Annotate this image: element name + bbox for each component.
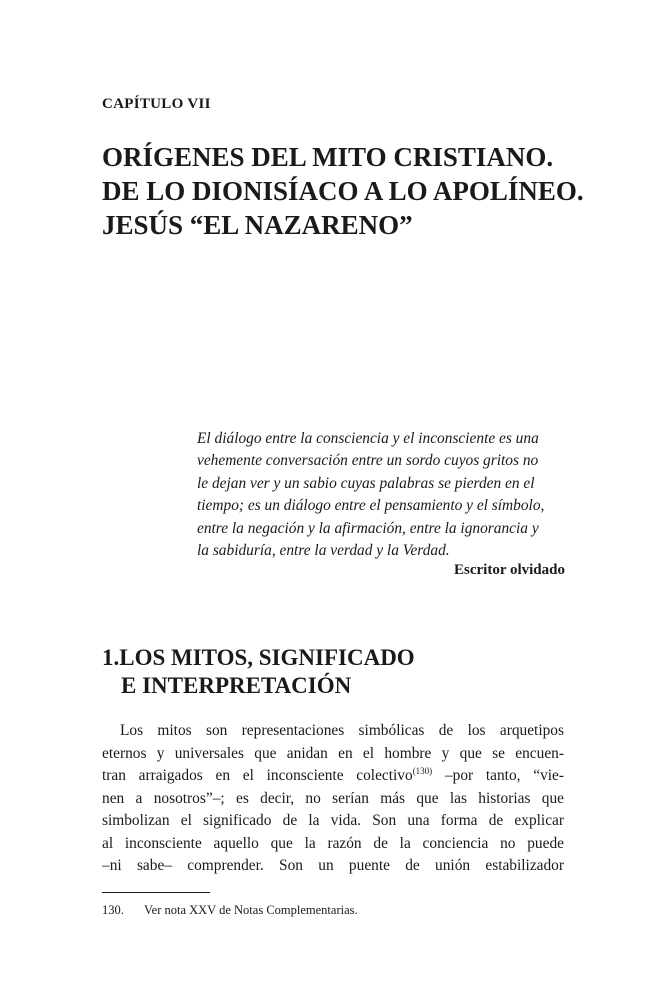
- body-text-segment: –por tanto, “vie-: [432, 767, 564, 784]
- epigraph: [197, 428, 567, 562]
- body-line: al inconsciente aquello que la razón de la conciencia no puede: [102, 834, 564, 852]
- body-line: simbolizan el significado de la vida. Son una forma de explicar: [102, 812, 564, 829]
- section-heading-line: E INTERPRETACIÓN: [121, 673, 352, 698]
- footnote-divider: [102, 892, 210, 893]
- body-line: nen a nosotros”–; es decir, no serían más que las historias que: [102, 789, 564, 807]
- epigraph-line: vehemente conversación entre un sordo cuyos gritos no: [197, 452, 539, 470]
- chapter-title-line: JESÚS “EL NAZARENO”: [102, 210, 413, 240]
- chapter-label: CAPÍTULO VII: [102, 96, 211, 112]
- body-paragraph: [102, 720, 564, 878]
- chapter-title-line: DE LO DIONISÍACO A LO APOLÍNEO.: [102, 176, 584, 206]
- body-line: [102, 765, 564, 788]
- epigraph-line: El diálogo entre la consciencia y el inconsciente es una: [197, 430, 539, 447]
- body-text-segment: tran arraigados en el inconsciente colectivo: [102, 767, 413, 784]
- footnote: [102, 902, 358, 918]
- epigraph-author: Escritor olvidado: [454, 562, 565, 578]
- footnote-number: 130.: [102, 903, 124, 917]
- section-heading-line: 1.LOS MITOS, SIGNIFICADO: [102, 645, 415, 670]
- chapter-title-line: ORÍGENES DEL MITO CRISTIANO.: [102, 142, 554, 172]
- chapter-title: [102, 140, 622, 242]
- section-heading: [102, 644, 582, 700]
- body-line: –ni sabe– comprender. Son un puente de unión estabilizador: [102, 857, 564, 874]
- epigraph-line: tiempo; es un diálogo entre el pensamiento y el símbolo,: [197, 497, 545, 515]
- footnote-text: Ver nota XXV de Notas Complementarias.: [144, 903, 358, 917]
- epigraph-line: la sabiduría, entre la verdad y la Verdad.: [197, 542, 450, 560]
- epigraph-line: le dejan ver y un sabio cuyas palabras se pierden en el: [197, 474, 535, 492]
- footnote-reference[interactable]: (130): [412, 766, 433, 776]
- epigraph-line: entre la negación y la afirmación, entre la ignorancia y: [197, 519, 539, 537]
- body-line: eternos y universales que anidan en el hombre y que se encuen-: [102, 744, 564, 762]
- body-line: Los mitos son representaciones simbólicas de los arquetipos: [120, 722, 564, 739]
